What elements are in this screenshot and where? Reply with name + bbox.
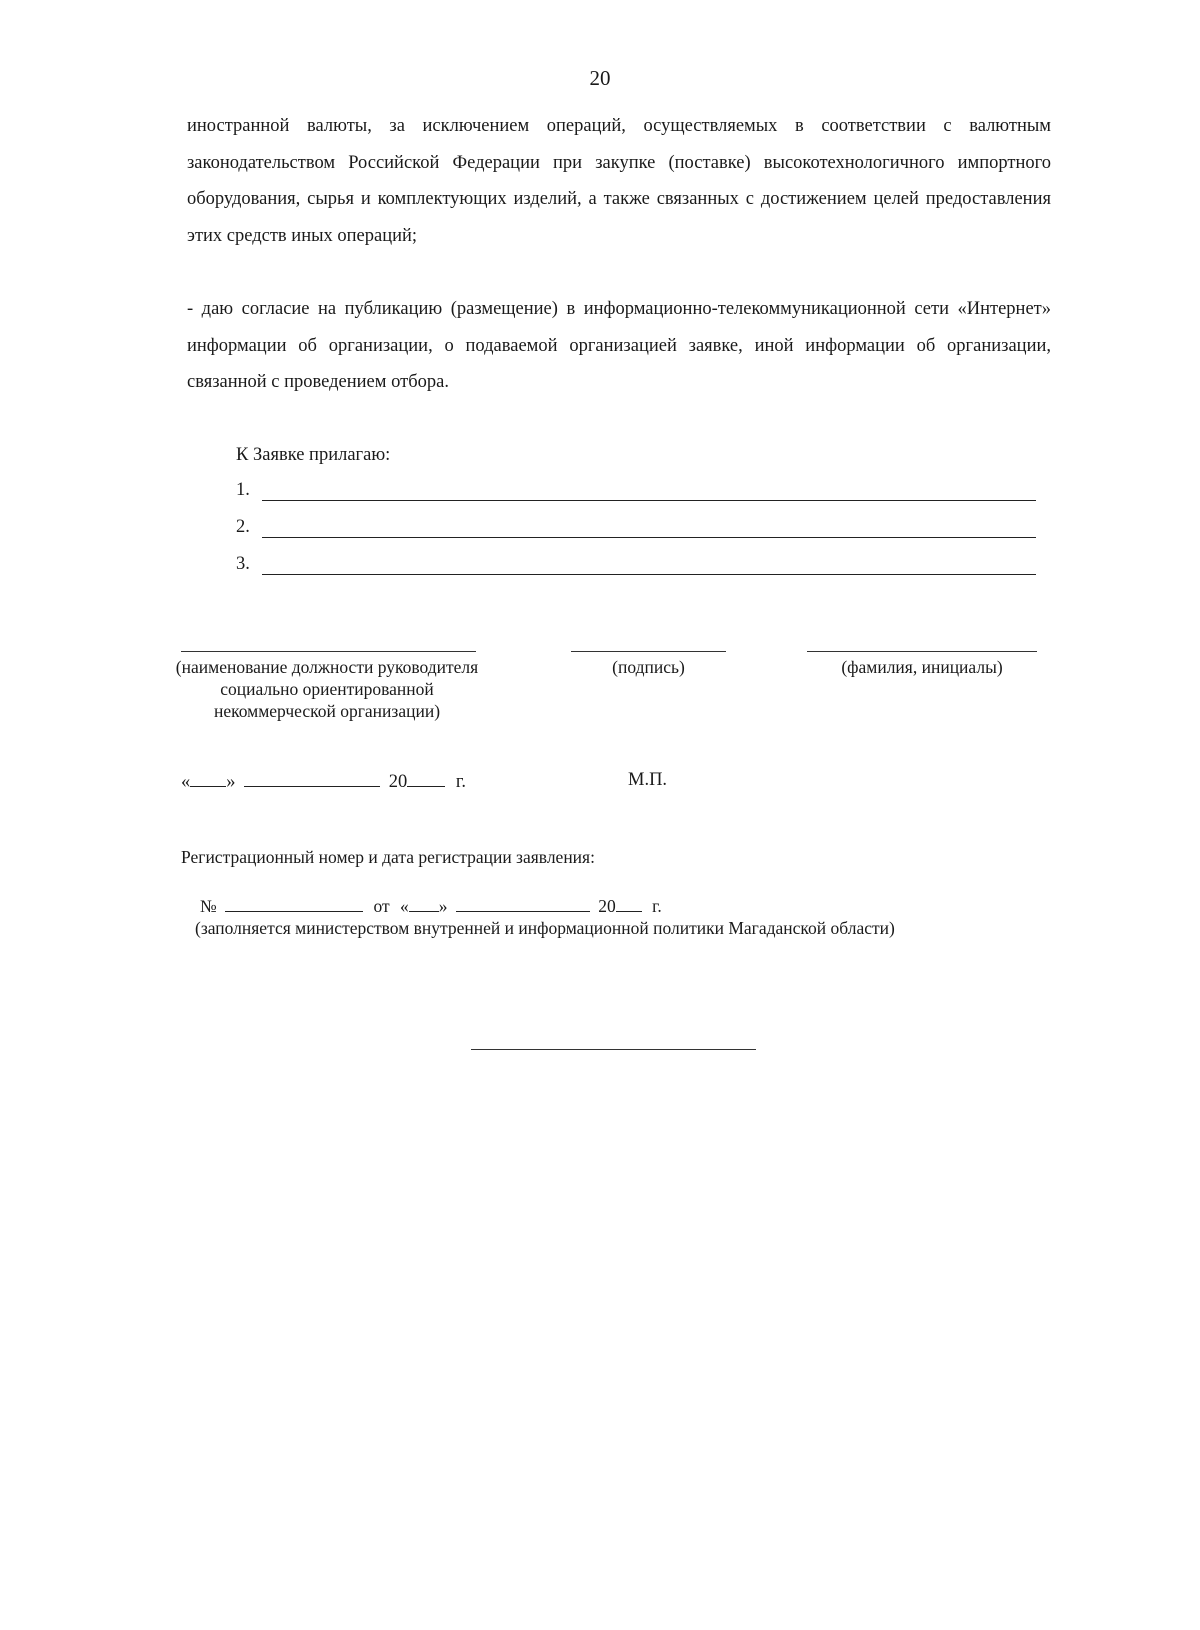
name-caption: (фамилия, инициалы) — [841, 657, 1003, 677]
registration-number-blank — [225, 895, 363, 912]
stamp-placeholder: М.П. — [628, 770, 668, 790]
year-blank — [407, 770, 445, 787]
attachment-item-2 — [236, 517, 1036, 538]
registration-title: Регистрационный номер и дата регистрации заявления: — [181, 847, 595, 867]
day-blank — [190, 770, 226, 787]
number-sign: № — [200, 896, 217, 916]
name-signature-line — [807, 651, 1037, 652]
registration-row — [200, 895, 662, 917]
reg-close-quote: » — [438, 896, 448, 916]
page-number: 20 — [589, 66, 611, 90]
month-blank — [244, 770, 380, 787]
attachment-item-number: 2. — [236, 517, 250, 537]
signature-line — [571, 651, 726, 652]
attachment-blank-line — [262, 556, 1036, 575]
date-close-quote: » — [226, 772, 236, 792]
attachment-item-number: 3. — [236, 554, 250, 574]
position-signature-line — [181, 651, 476, 652]
reg-open-quote: « — [400, 896, 409, 916]
attachments-title: К Заявке прилагаю: — [236, 445, 391, 465]
attachment-blank-line — [262, 482, 1036, 501]
date-open-quote: « — [181, 772, 191, 792]
attachment-item-number: 1. — [236, 480, 250, 500]
reg-month-blank — [456, 895, 590, 912]
registration-note: (заполняется министерством внутренней и информационной политики Магаданской области) — [195, 918, 895, 938]
date-century: 20 — [388, 772, 408, 792]
attachment-blank-line — [262, 519, 1036, 538]
reg-year-blank — [616, 895, 642, 912]
position-caption: (наименование должности руководителя социально ориентированной некоммерческой организации) — [175, 657, 479, 721]
reg-year-suffix: г. — [652, 896, 662, 916]
date-year-suffix: г. — [455, 772, 467, 792]
end-of-document-line — [471, 1049, 756, 1050]
signature-date-row — [181, 770, 466, 793]
reg-century: 20 — [598, 896, 616, 916]
attachment-item-3 — [236, 554, 1036, 575]
reg-day-blank — [409, 895, 439, 912]
attachment-item-1 — [236, 480, 1036, 501]
paragraph-currency-operations: иностранной валюты, за исключением операций, осуществляемых в соответствии с валютным законодательством Российской Федерации при закупке (поставке) высокотехнологичного импортного оборудования, сырья и комплектующих изделий, а также связанных с достижением целей предоставления этих средств иных операций; — [187, 116, 1051, 246]
from-label: от — [373, 896, 390, 916]
paragraph-publication-consent: - даю согласие на публикацию (размещение) в информационно-телекоммуникационной сети «Интернет» информации об организации, о подаваемой организацией заявке, иной информации об организации, связанной с проведением отбора. — [187, 299, 1051, 392]
signature-caption: (подпись) — [612, 657, 685, 677]
